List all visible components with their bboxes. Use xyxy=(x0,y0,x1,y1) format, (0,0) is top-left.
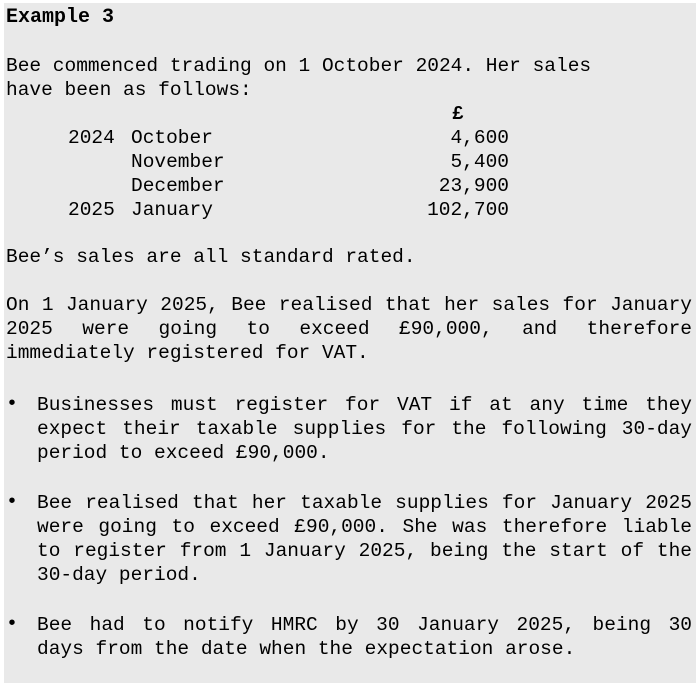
bullet-text: Businesses must register for VAT if at any time they expect their taxable supplies for the following 30-day period to exceed £90,000. xyxy=(37,394,692,464)
sales-amount: 4,600 xyxy=(450,127,509,149)
sales-year: 2024 xyxy=(68,127,115,149)
intro-line-1: Bee commenced trading on 1 October 2024. Her sales xyxy=(6,55,592,77)
bullet-text: Bee realised that her taxable supplies for January 2025 were going to exceed £90,000. She was therefore liable to register from 1 January 2025, being the start of the 30-day period. xyxy=(37,492,692,586)
sales-row xyxy=(0,174,700,198)
standard-rated-note: Bee’s sales are all standard rated. xyxy=(6,246,416,268)
sales-row xyxy=(0,126,700,150)
sales-amount: 102,700 xyxy=(427,199,509,221)
sales-amount: 5,400 xyxy=(450,151,509,173)
sales-month: November xyxy=(131,151,225,173)
sales-row xyxy=(0,150,700,174)
example-title: Example 3 xyxy=(6,6,115,29)
intro-line-2: have been as follows: xyxy=(6,79,252,101)
sales-month: January xyxy=(131,199,213,221)
registration-note: On 1 January 2025, Bee realised that her sales for January 2025 were going to exceed £90,000, and therefore immediately registered for VAT. xyxy=(6,294,692,364)
bullet-icon: • xyxy=(6,613,19,636)
bullet-icon: • xyxy=(6,393,19,416)
sales-month: December xyxy=(131,175,225,197)
sales-row xyxy=(0,198,700,222)
bullet-text: Bee had to notify HMRC by 30 January 2025, being 30 days from the date when the expectation arose. xyxy=(37,614,692,660)
sales-amount: 23,900 xyxy=(438,175,509,197)
sales-year: 2025 xyxy=(68,199,115,221)
sales-month: October xyxy=(131,127,213,149)
bullet-icon: • xyxy=(6,491,19,514)
currency-header: £ xyxy=(452,103,464,125)
